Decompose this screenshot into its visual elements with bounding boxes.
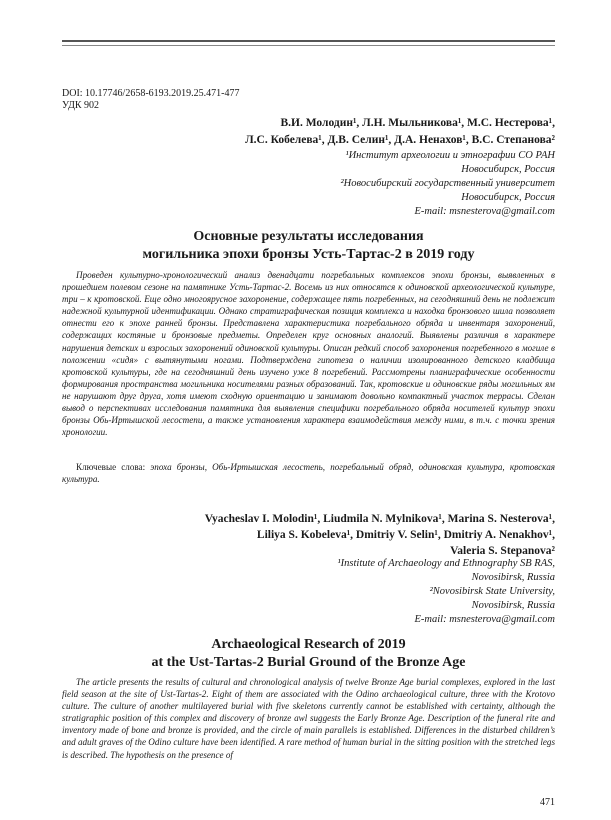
en-title: [62, 636, 555, 672]
ru-title: [62, 228, 555, 264]
header-subrule: [62, 45, 555, 46]
ru-title-line: могильника эпохи бронзы Усть-Тартас-2 в 2019 году: [142, 247, 475, 262]
keywords-text: эпоха бронзы, Обь-Иртышская лесостепь, погребальный обряд, одиновская культура, кротовская культура.: [62, 462, 555, 485]
en-authors-line: Vyacheslav I. Molodin¹, Liudmila N. Mylnikova¹, Marina S. Nesterova¹,: [204, 513, 555, 525]
en-title-line: Archaeological Research of 2019: [211, 637, 406, 652]
ru-affiliation-line: Новосибирск, Россия: [461, 192, 555, 203]
ru-keywords: [62, 461, 555, 485]
ru-authors: [245, 115, 555, 149]
en-authors-line: Liliya S. Kobeleva¹, Dmitriy V. Selin¹, Dmitriy A. Nenakhov¹,: [256, 529, 555, 541]
ru-email: E-mail: msnesterova@gmail.com: [414, 206, 555, 217]
en-affiliations: [338, 557, 556, 627]
keywords-label: Ключевые слова:: [76, 462, 151, 472]
en-authors-line: Valeria S. Stepanova²: [450, 545, 555, 557]
ru-affiliations: [341, 149, 555, 219]
ru-abstract: Проведен культурно-хронологический анализ двенадцати погребальных комплексов эпохи бронзы, выявленных в прошедшем полевом сезоне на памятнике Усть-Тартас-2. Восемь из них относятся к одиновской археологической культуре, три – к кротовской. Еще одно многоярусное захоронение, содержащее пять погребенных, на сегодняшний день не подлежит надежной культурной идентификации. Однако стратиграфическая позиция комплекса и находка бронзового шила позволяет отнести его к эпохе ранней бронзы. Представлена характеристика погребального обряда и инвентаря захоронений, содержащих костяные и бронзовые предметы. Определен круг основных аналогий. Выявлены различия в характере нарушения детских и взрослых захоронений одиновской культуры. Описан редкий способ захоронения погребенного в могиле в положении «сидя» с вытянутыми ногами. Подтверждена гипотеза о наличии изолированного детского кладбища кротовской культуры, где на сегодняшний день изучено уже 8 погребений. Рассмотрены планиграфические особенности формирования пространства могильника носителями разных образований. Так, кротовские и одиновские ряды могильных ям не нарушают друг друга, хотя имеют сходную ориентацию и занимают довольно компактный участок террасы. Сделан вывод о перспективах исследования памятника для выявления специфики погребального обряда носителей культур эпохи бронзы Обь-Иртышской лесостепи, а также установления характера взаимодействия между ними, в т.ч. с точки зрения хронологии.: [62, 270, 555, 438]
en-title-line: at the Ust-Tartas-2 Burial Ground of the Bronze Age: [151, 655, 466, 670]
en-affiliation-line: Novosibirsk, Russia: [471, 572, 555, 583]
ru-affiliation-line: ²Новосибирский государственный университет: [340, 178, 555, 189]
en-email: E-mail: msnesterova@gmail.com: [414, 614, 555, 625]
en-affiliation-line: ¹Institute of Archaeology and Ethnography SB RAS,: [337, 558, 555, 569]
ru-authors-line: Л.С. Кобелева¹, Д.В. Селин¹, Д.А. Ненахов¹, В.С. Степанова²: [245, 134, 555, 146]
en-affiliation-line: Novosibirsk, Russia: [471, 600, 555, 611]
ru-affiliation-line: ¹Институт археологии и этнографии СО РАН: [345, 150, 555, 161]
ru-authors-line: В.И. Молодин¹, Л.Н. Мыльникова¹, М.С. Нестерова¹,: [280, 117, 555, 129]
page-number: 471: [540, 797, 555, 808]
ru-title-line: Основные результаты исследования: [193, 229, 424, 244]
udk: УДК 902: [62, 100, 100, 111]
en-abstract: The article presents the results of cultural and chronological analysis of twelve Bronze Age burial complexes, explored in the last field season at the site of Ust-Tartas-2. Eight of them are associated with the Odino archaeological culture, three with the Krotovo culture. The culture of another multilayered burial with five skeletons currently cannot be established with certainty, although the stratigraphic position of this complex and discovery of bronze awl suggests the Early Bronze Age. Description of the funeral rite and inventory made of bone and bronze is provided, and the circle of main parallels is established. Differences in the disturbed children’s and adult graves of the Odino culture have been identified. A rare method of human burial in the sitting position with the stretched legs is described. The hypothesis on the presence of: [62, 677, 555, 760]
doi: DOI: 10.17746/2658-6193.2019.25.471-477: [62, 88, 240, 99]
en-affiliation-line: ²Novosibirsk State University,: [429, 586, 555, 597]
header-rule: [62, 40, 555, 42]
ru-affiliation-line: Новосибирск, Россия: [461, 164, 555, 175]
en-authors: [205, 511, 555, 559]
